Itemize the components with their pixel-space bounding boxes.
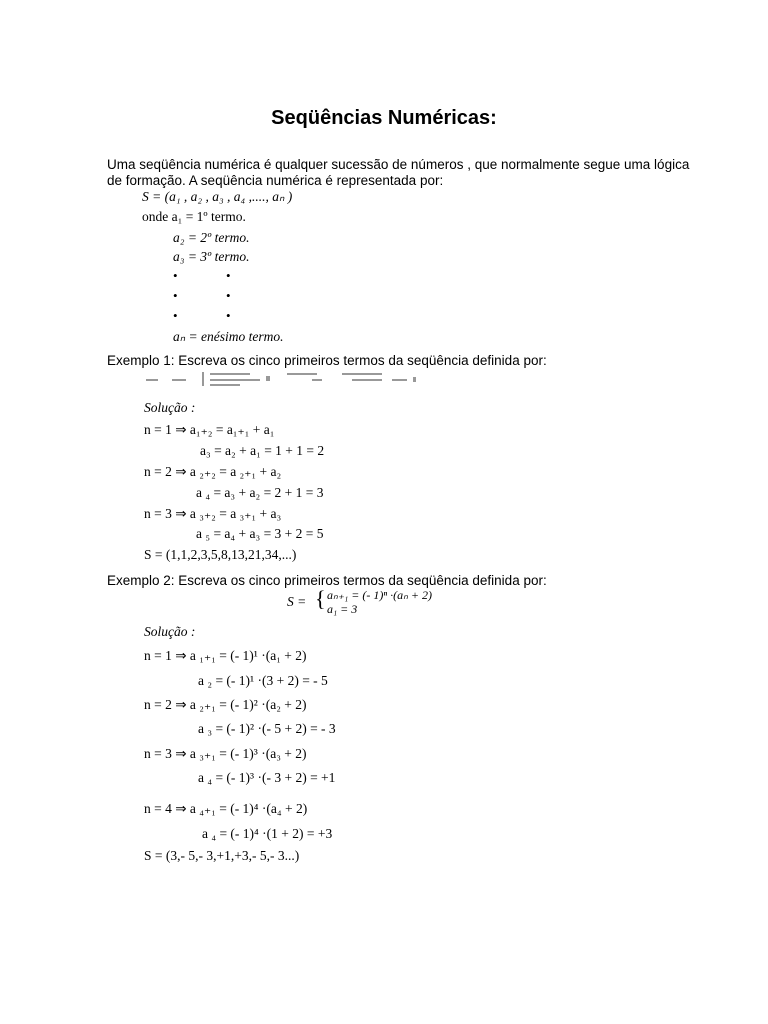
example2-s-label: S =	[287, 594, 307, 609]
example2-line-3: n = 2 ⇒ a ₂₊₁ = (- 1)² ·(a₂ + 2)	[144, 697, 307, 712]
example2-line-8: a ₄ = (- 1)⁴ ·(1 + 2) = +3	[202, 826, 333, 841]
intro-line-2: de formação. A seqüência numérica é representada por:	[107, 173, 444, 188]
example1-line-1: n = 1 ⇒ a₁₊₂ = a₁₊₁ + a₁	[144, 422, 275, 437]
bullet-right-1: •	[226, 268, 231, 283]
intro-line-1: Uma seqüência numérica é qualquer sucessão de números , que normalmente segue uma lógica	[107, 157, 690, 172]
example1-line-3: n = 2 ⇒ a ₂₊₂ = a ₂₊₁ + a₂	[144, 464, 282, 479]
definition-a2: a₂ = 2º termo.	[173, 230, 250, 245]
example1-solucao: Solução :	[144, 400, 196, 415]
example1-result: S = (1,1,2,3,5,8,13,21,34,...)	[144, 547, 297, 562]
definition-a3: a₃ = 3º termo.	[173, 249, 250, 264]
example1-garbled-formula-image	[142, 370, 422, 388]
example2-result: S = (3,- 5,- 3,+1,+3,- 5,- 3...)	[144, 848, 300, 863]
sequence-definition: S = (a₁ , a₂ , a₃ , a₄ ,...., aₙ )	[142, 189, 293, 204]
example1-line-4: a ₄ = a₃ + a₂ = 2 + 1 = 3	[196, 485, 324, 500]
example2-brace: {	[315, 586, 326, 611]
page-title: Seqüências Numéricas:	[271, 107, 497, 129]
bullet-left-1: •	[173, 268, 178, 283]
example2-line-7: n = 4 ⇒ a ₄₊₁ = (- 1)⁴ ·(a₄ + 2)	[144, 801, 308, 816]
definition-a1: onde a₁ = 1º termo.	[142, 209, 246, 224]
example1-heading: Exemplo 1: Escreva os cinco primeiros termos da seqüência definida por:	[107, 353, 547, 368]
bullet-left-2: •	[173, 288, 178, 303]
example2-line-2: a ₂ = (- 1)¹ ·(3 + 2) = - 5	[198, 673, 328, 688]
bullet-right-3: •	[226, 308, 231, 323]
bullet-right-2: •	[226, 288, 231, 303]
bullet-left-3: •	[173, 308, 178, 323]
example1-line-6: a ₅ = a₄ + a₃ = 3 + 2 = 5	[196, 526, 324, 541]
example2-solucao: Solução :	[144, 624, 196, 639]
example2-definition-line-2: a₁ = 3	[327, 602, 358, 616]
example2-line-6: a ₄ = (- 1)³ ·(- 3 + 2) = +1	[198, 770, 336, 785]
example2-line-1: n = 1 ⇒ a ₁₊₁ = (- 1)¹ ·(a₁ + 2)	[144, 648, 307, 663]
example2-line-5: n = 3 ⇒ a ₃₊₁ = (- 1)³ ·(a₃ + 2)	[144, 746, 307, 761]
example2-definition-line-1: aₙ₊₁ = (- 1)ⁿ ·(aₙ + 2)	[327, 588, 433, 602]
example2-heading: Exemplo 2: Escreva os cinco primeiros termos da seqüência definida por:	[107, 573, 547, 588]
example2-line-4: a ₃ = (- 1)² ·(- 5 + 2) = - 3	[198, 721, 336, 736]
example1-line-5: n = 3 ⇒ a ₃₊₂ = a ₃₊₁ + a₃	[144, 506, 282, 521]
definition-an: aₙ = enésimo termo.	[173, 329, 284, 344]
example1-line-2: a₃ = a₂ + a₁ = 1 + 1 = 2	[200, 443, 325, 458]
